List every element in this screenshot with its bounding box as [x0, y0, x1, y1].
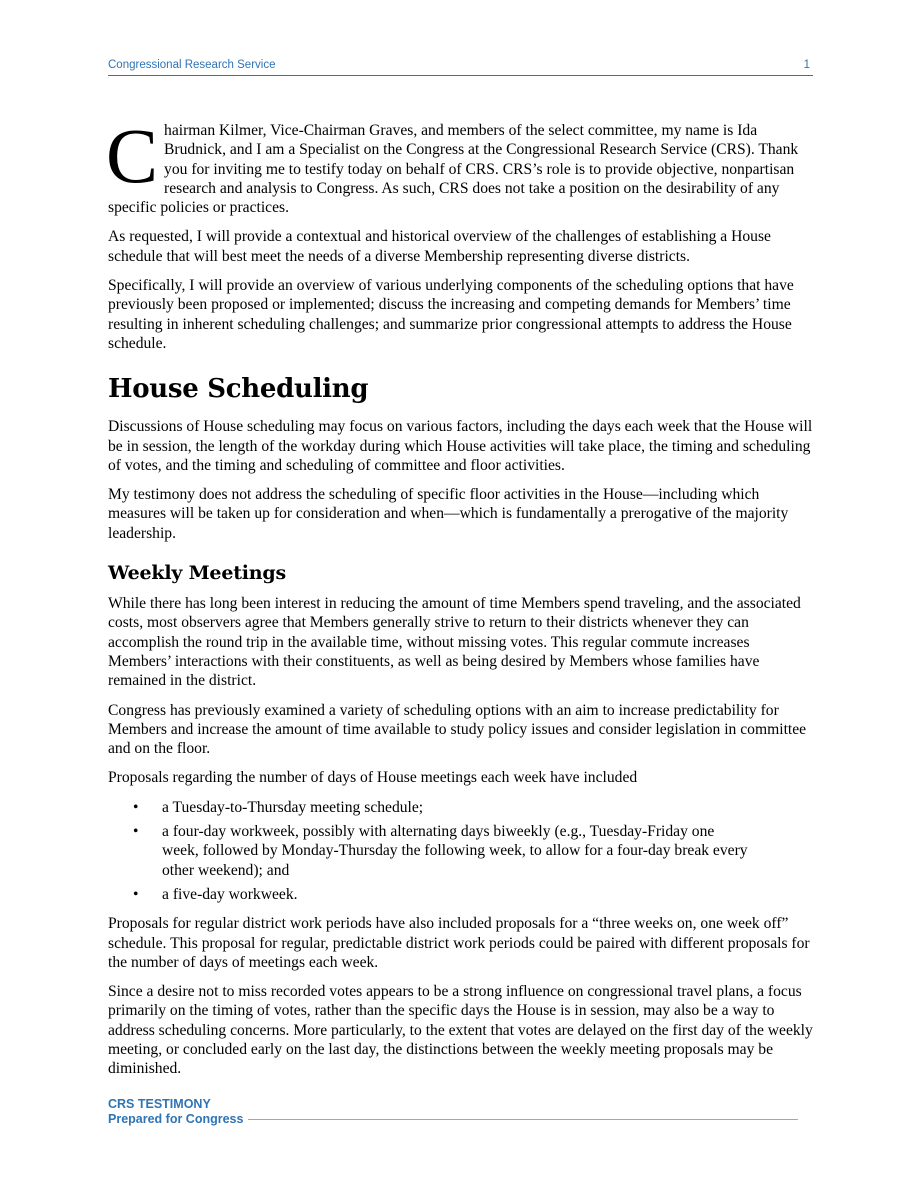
footer-rule — [248, 1119, 798, 1120]
section-heading-house-scheduling: House Scheduling — [108, 374, 369, 405]
intro-text: hairman Kilmer, Vice-Chairman Graves, and members of the select committee, my name is Ida Brudnick, and I am a Specialist on the Congress at the Congressional Research Service (CRS). Thank you for inviting me to testify today on behalf of CRS. CRS’s role is to provide objective, nonpartisan research and analysis to Congress. As such, CRS does not take a position on the desirability of any specific policies or practices. — [108, 122, 799, 217]
paragraph: My testimony does not address the scheduling of specific floor activities in the House—including which measures will be taken up for consideration and when—which is fundamentally a prerogative of the majority leadership. — [108, 486, 789, 542]
drop-cap: C — [106, 112, 159, 199]
list-item: • a four-day workweek, possibly with alternating days biweekly (e.g., Tuesday-Friday one week, followed by Monday-Thursday the following week, to allow for a four-day break every other weekend); and — [133, 823, 748, 879]
paragraph: Discussions of House scheduling may focus on various factors, including the days each week that the House will be in session, the length of the workday during which House activities will take place, the timing and scheduling of votes, and the timing and scheduling of committee and floor activities. — [108, 418, 813, 474]
paragraph: While there has long been interest in reducing the amount of time Members spend traveling, and the associated costs, most observers agree that Members generally strive to return to their districts whenever they can accomplish the round trip in the available time, without missing votes. This regular commute increases Members’ interactions with their constituents, as well as being desired by Members whose families have remained in the district. — [108, 595, 801, 690]
footer-title: CRS TESTIMONY — [108, 1097, 211, 1111]
footer-subtitle: Prepared for Congress — [108, 1112, 244, 1126]
proposal-list — [108, 798, 814, 904]
header-org-name: Congressional Research Service — [108, 59, 276, 71]
paragraph: Proposals regarding the number of days of House meetings each week have included — [108, 769, 638, 787]
paragraph: Proposals for regular district work periods have also included proposals for a “three weeks on, one week off” schedule. This proposal for regular, predictable district work periods could be paired with different proposals for the number of days of meetings each week. — [108, 915, 810, 971]
list-item: • a five-day workweek. — [133, 885, 298, 903]
paragraph: As requested, I will provide a contextual and historical overview of the challenges of establishing a House schedule that will best meet the needs of a diverse Membership representing diverse districts. — [108, 228, 771, 265]
footer-subtitle-row — [108, 1112, 798, 1127]
page-number: 1 — [803, 59, 810, 71]
bullet-icon: • — [133, 885, 139, 903]
paragraph: Specifically, I will provide an overview of various underlying components of the scheduling options that have previously been proposed or implemented; discuss the increasing and competing demands for Members’ time resulting in inherent scheduling challenges; and summarize prior congressional attempts to address the House schedule. — [108, 277, 794, 352]
intro-paragraph — [106, 112, 814, 217]
bullet-icon: • — [133, 823, 139, 841]
page-header — [108, 58, 813, 76]
bullet-icon: • — [133, 798, 139, 816]
page-footer — [108, 1097, 798, 1127]
subsection-heading-weekly-meetings: Weekly Meetings — [108, 562, 287, 585]
document-body — [106, 112, 814, 1089]
list-item: • a Tuesday-to-Thursday meeting schedule; — [133, 798, 424, 816]
paragraph: Since a desire not to miss recorded votes appears to be a strong influence on congressional travel plans, a focus primarily on the timing of votes, rather than the specific days the House is in session, may also be a way to address scheduling concerns. More particularly, to the extent that votes are delayed on the first day of the weekly meeting, or concluded early on the last day, the distinctions between the weekly meeting proposals may be diminished. — [108, 983, 813, 1078]
paragraph: Congress has previously examined a variety of scheduling options with an aim to increase predictability for Members and increase the amount of time available to study policy issues and consider legislation in committee and on the floor. — [108, 701, 807, 758]
